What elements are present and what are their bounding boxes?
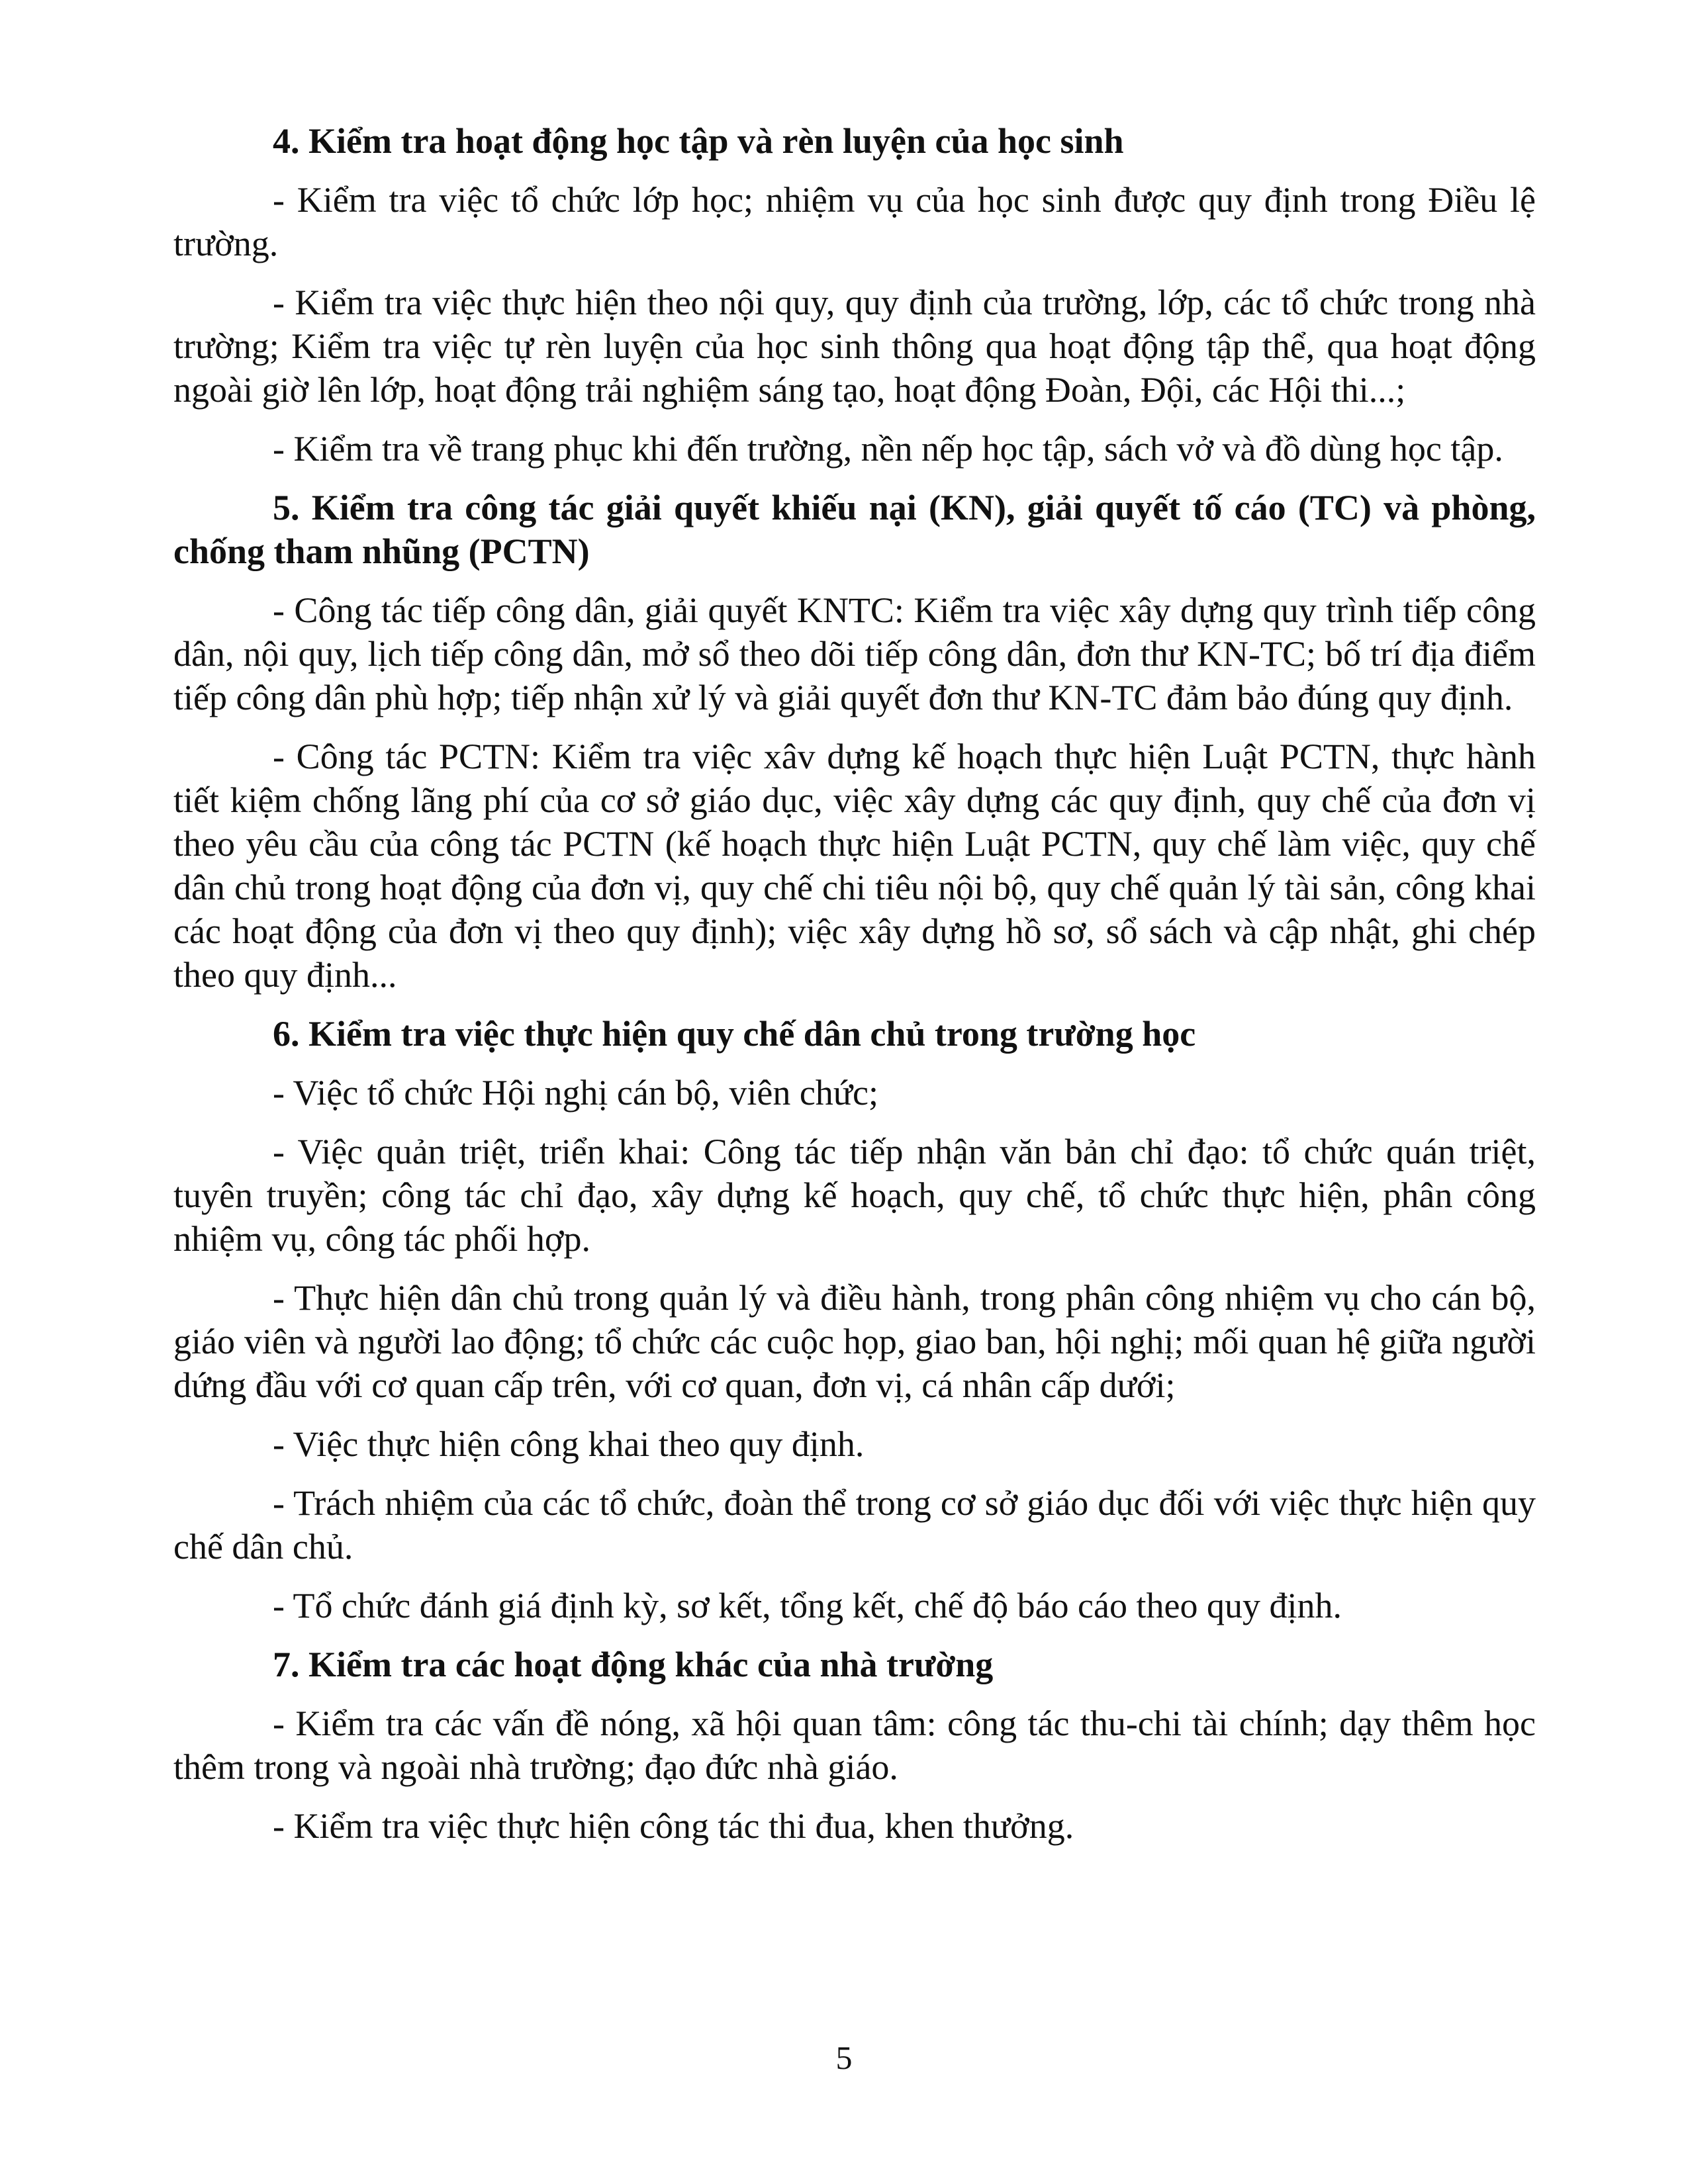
paragraph: - Tổ chức đánh giá định kỳ, sơ kết, tổng kết, chế độ báo cáo theo quy định. [273,1586,1342,1625]
paragraph: - Công tác PCTN: Kiểm tra việc xâv dựng kế hoạch thực hiện Luật PCTN, thực hành tiết kiệm chống lãng phí của cơ sở giáo dục, việc xây dựng các quy định, quy chế của đơn vị theo yêu cầu của công tác PCTN (kế hoạch thực hiện Luật PCTN, quy chế làm việc, quy chế dân chủ trong hoạt động của đơn vị, quy chế chi tiêu nội bộ, quy chế quản lý tài sản, công khai các hoạt động của đơn vị theo quy định); việc xây dựng hồ sơ, sổ sách và cập nhật, ghi chép theo quy định... [173,737,1536,995]
section-4 [173,119,1536,471]
section-heading: 6. Kiểm tra việc thực hiện quy chế dân chủ trong trường học [273,1014,1196,1054]
section-heading: 5. Kiểm tra công tác giải quyết khiếu nại (KN), giải quyết tố cáo (TC) và phòng, chống tham nhũng (PCTN) [173,488,1536,571]
section-6 [173,1012,1536,1627]
page-number: 5 [835,2039,853,2076]
paragraph: - Việc thực hiện công khai theo quy định. [273,1424,865,1464]
paragraph: - Kiểm tra về trang phục khi đến trường, nền nếp học tập, sách vở và đồ dùng học tập. [273,429,1503,469]
paragraph: - Trách nhiệm của các tổ chức, đoàn thể trong cơ sở giáo dục đối với việc thực hiện quy chế dân chủ. [173,1483,1536,1567]
paragraph: - Kiểm tra các vấn đề nóng, xã hội quan tâm: công tác thu-chi tài chính; dạy thêm học thêm trong và ngoài nhà trường; đạo đức nhà giáo. [173,1704,1536,1787]
section-heading: 4. Kiểm tra hoạt động học tập và rèn luyện của học sinh [273,121,1124,161]
paragraph: - Thực hiện dân chủ trong quản lý và điều hành, trong phân công nhiệm vụ cho cán bộ, giáo viên và người lao động; tổ chức các cuộc họp, giao ban, hội nghị; mối quan hệ giữa người dứng đầu với cơ quan cấp trên, với cơ quan, đơn vị, cá nhân cấp dưới; [173,1278,1536,1405]
section-heading: 7. Kiểm tra các hoạt động khác của nhà trường [273,1645,994,1684]
paragraph: - Kiểm tra việc thực hiện theo nội quy, quy định của trường, lớp, các tổ chức trong nhà trường; Kiểm tra việc tự rèn luyện của học sinh thông qua hoạt động tập thể, qua hoạt động ngoài giờ lên lớp, hoạt động trải nghiệm sáng tạo, hoạt động Đoàn, Đội, các Hội thi...; [173,283,1536,410]
section-5 [173,486,1536,997]
paragraph: - Việc quản triệt, triển khai: Công tác tiếp nhận văn bản chỉ đạo: tổ chức quán triệt, tuyên truyền; công tác chỉ đạo, xây dựng kế hoạch, quy chế, tổ chức thực hiện, phân công nhiệm vụ, công tác phối hợp. [173,1132,1536,1259]
document-page [173,119,1536,1863]
paragraph: - Việc tổ chức Hội nghị cán bộ, viên chức; [273,1073,879,1113]
paragraph: - Công tác tiếp công dân, giải quyết KNTC: Kiểm tra việc xây dựng quy trình tiếp công dân, nội quy, lịch tiếp công dân, mở sổ theo dõi tiếp công dân, đơn thư KN-TC; bố trí địa điểm tiếp công dân phù hợp; tiếp nhận xử lý và giải quyết đơn thư KN-TC đảm bảo đúng quy định. [173,590,1536,717]
section-7 [173,1643,1536,1848]
paragraph: - Kiểm tra việc tổ chức lớp học; nhiệm vụ của học sinh được quy định trong Điều lệ trường. [173,180,1536,263]
paragraph: - Kiểm tra việc thực hiện công tác thi đua, khen thưởng. [273,1806,1074,1846]
